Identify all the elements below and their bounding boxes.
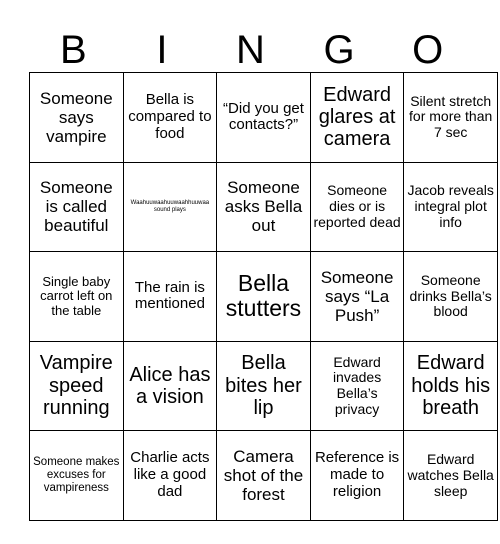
bingo-cell[interactable]: Bella bites her lip: [217, 341, 311, 431]
bingo-cell[interactable]: Alice has a vision: [123, 341, 217, 431]
bingo-row: [30, 252, 498, 342]
bingo-cell[interactable]: Waahuuwaahuuwaahhuuwaa sound plays: [123, 162, 217, 252]
header-letter-o: O: [412, 28, 444, 72]
bingo-cell[interactable]: Vampire speed running: [30, 341, 124, 431]
bingo-cell[interactable]: Charlie acts like a good dad: [123, 431, 217, 521]
bingo-cell[interactable]: Bella is compared to food: [123, 73, 217, 163]
bingo-row: [30, 162, 498, 252]
bingo-row: [30, 73, 498, 163]
bingo-card: [29, 72, 498, 521]
bingo-cell[interactable]: Someone asks Bella out: [217, 162, 311, 252]
bingo-row: [30, 341, 498, 431]
header-letter-i: I: [156, 28, 168, 72]
bingo-cell[interactable]: Someone makes excuses for vampireness: [30, 431, 124, 521]
bingo-cell[interactable]: Someone dies or is reported dead: [310, 162, 404, 252]
bingo-cell[interactable]: Someone drinks Bella’s blood: [404, 252, 498, 342]
bingo-cell[interactable]: “Did you get contacts?”: [217, 73, 311, 163]
bingo-cell[interactable]: Jacob reveals integral plot info: [404, 162, 498, 252]
bingo-cell[interactable]: Edward holds his breath: [404, 341, 498, 431]
bingo-cell[interactable]: Bella stutters: [217, 252, 311, 342]
header-letter-g: G: [323, 28, 355, 72]
bingo-cell[interactable]: Camera shot of the forest: [217, 431, 311, 521]
bingo-row: [30, 431, 498, 521]
bingo-cell[interactable]: Edward watches Bella sleep: [404, 431, 498, 521]
bingo-header: [29, 28, 472, 72]
header-letter-b: B: [59, 28, 87, 72]
header-letter-n: N: [236, 28, 265, 72]
bingo-cell[interactable]: Someone says “La Push”: [310, 252, 404, 342]
bingo-cell[interactable]: Silent stretch for more than 7 sec: [404, 73, 498, 163]
bingo-cell[interactable]: The rain is mentioned: [123, 252, 217, 342]
bingo-cell[interactable]: Edward invades Bella’s privacy: [310, 341, 404, 431]
bingo-cell[interactable]: Someone is called beautiful: [30, 162, 124, 252]
bingo-cell[interactable]: Reference is made to religion: [310, 431, 404, 521]
bingo-cell[interactable]: Someone says vampire: [30, 73, 124, 163]
bingo-cell[interactable]: Single baby carrot left on the table: [30, 252, 124, 342]
bingo-cell[interactable]: Edward glares at camera: [310, 73, 404, 163]
